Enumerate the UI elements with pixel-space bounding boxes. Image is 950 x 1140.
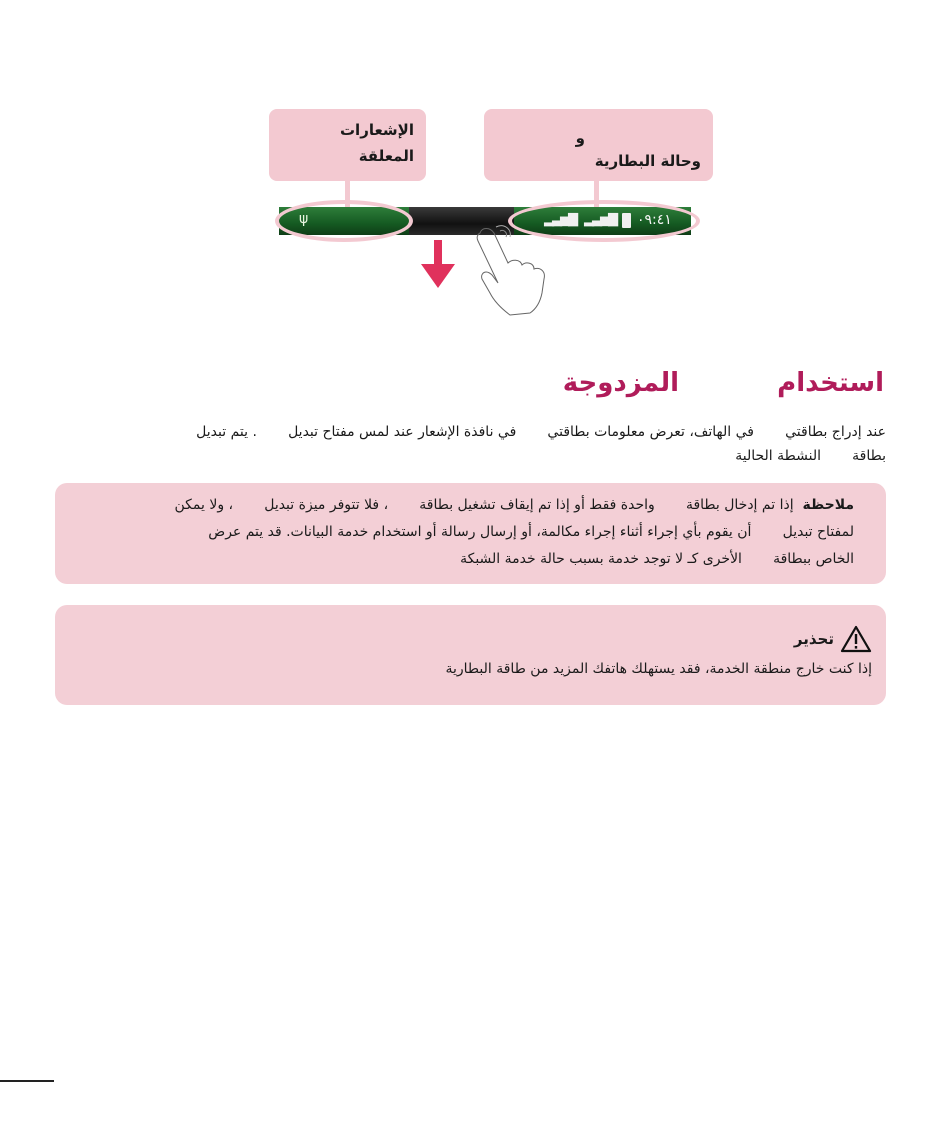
note-line1: [75, 492, 854, 519]
swipe-down-arrow: [421, 240, 455, 290]
hand-icon: [470, 223, 555, 318]
warning-box: [55, 605, 886, 705]
usb-icon: ψ: [299, 211, 309, 227]
note-line1-text: إذا تم إدخال بطاقة واحدة فقط أو إذا تم إيقاف تشغيل بطاقة ، فلا تتوفر ميزة تبديل ، ولا يمكن: [174, 497, 794, 513]
footer-rule: [0, 1080, 54, 1082]
section-title-part1: استخدام: [777, 368, 884, 398]
note-label: ملاحظة: [802, 497, 854, 513]
notifications-highlight: [275, 200, 413, 242]
note-line3: الخاص ببطاقة الأخرى كـ لا توجد خدمة بسبب حالة خدمة الشبكة: [460, 551, 854, 567]
section-title: [563, 368, 884, 398]
warning-header: [75, 621, 872, 657]
notifications-callout-line2: المعلقة: [358, 147, 414, 165]
signal-icon: ▂▃▅▇: [544, 212, 576, 227]
warning-icon: [840, 625, 872, 653]
intro-line2: بطاقة النشطة الحالية: [735, 448, 886, 464]
battery-callout-line2: وحالة البطارية: [594, 152, 701, 170]
intro-line1: عند إدراج بطاقتي في الهاتف، تعرض معلومات بطاقتي في نافذة الإشعار عند لمس مفتاح تبديل . يتم تبديل: [196, 424, 886, 440]
note-box: [55, 483, 886, 584]
battery-callout-line1: و: [575, 129, 585, 147]
signal-icon-2: ▂▃▅▇: [584, 212, 616, 227]
status-bar-time: ٠٩:٤١: [637, 212, 672, 228]
notifications-callout-line1: الإشعارات: [339, 121, 414, 139]
notifications-callout: [269, 109, 426, 181]
warning-title: تحذير: [793, 630, 834, 648]
note-line2: لمفتاح تبديل أن يقوم بأي إجراء أثناء إجراء مكالمة، أو إرسال رسالة أو استخدام خدمة البيانات. قد يتم عرض: [208, 524, 854, 540]
intro-paragraph: [66, 420, 886, 468]
warning-text: إذا كنت خارج منطقة الخدمة، فقد يستهلك هاتفك المزيد من طاقة البطارية: [445, 661, 872, 677]
section-title-part2: المزدوجة: [562, 368, 680, 398]
